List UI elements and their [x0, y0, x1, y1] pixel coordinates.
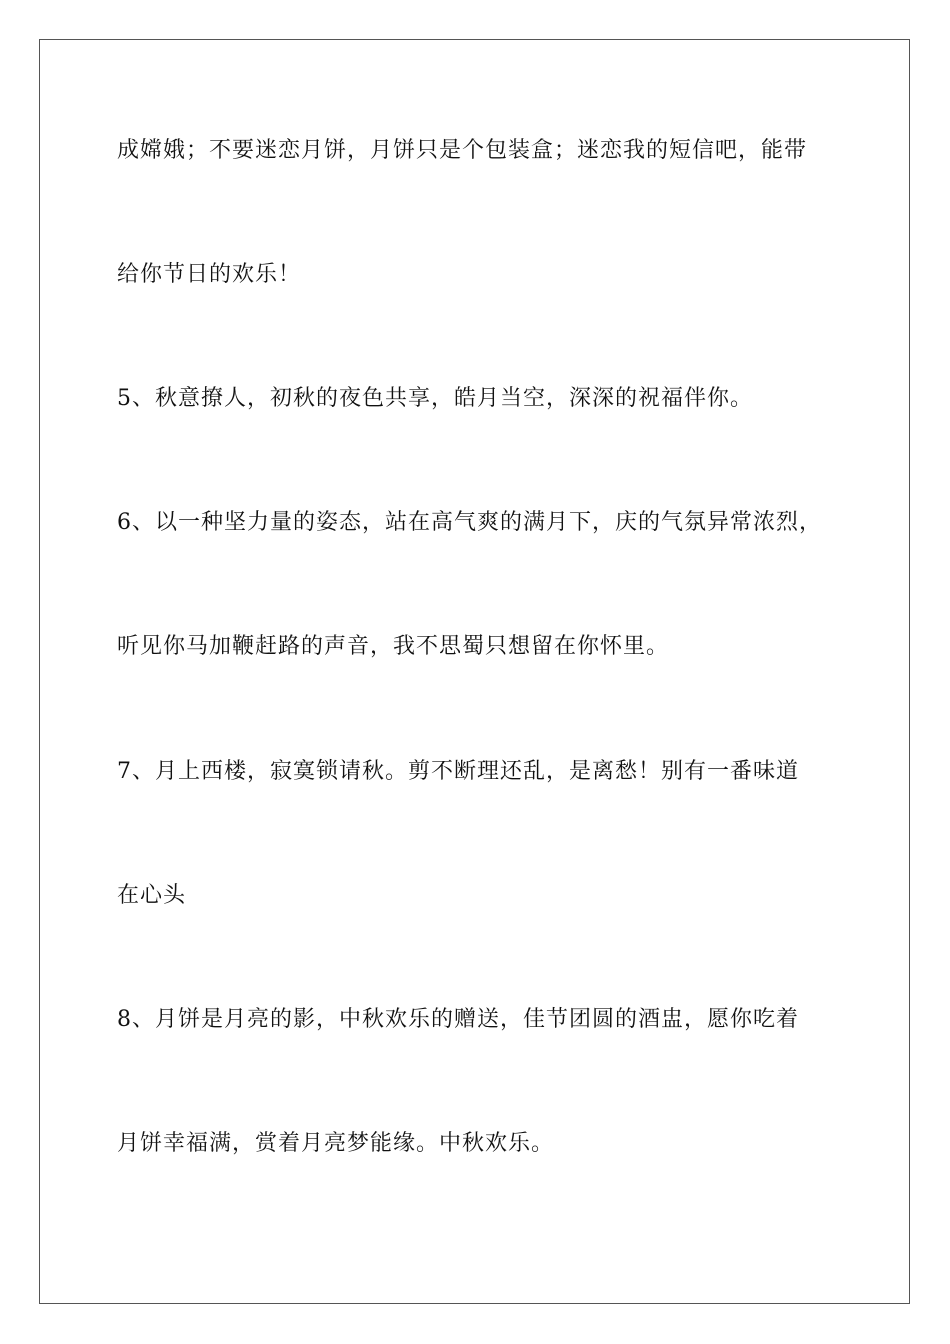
text-line: 在心头 [117, 883, 187, 908]
text-line: 8、月饼是月亮的影，中秋欢乐的赠送，佳节团圆的酒盅，愿你吃着 [117, 1007, 799, 1032]
text-line: 月饼幸福满，赏着月亮梦能缘。中秋欢乐。 [117, 1131, 555, 1156]
text-line: 给你节日的欢乐！ [117, 262, 302, 287]
text-line: 成嫦娥；不要迷恋月饼，月饼只是个包装盒；迷恋我的短信吧，能带 [117, 138, 808, 163]
text-line: 6、以一种坚力量的姿态，站在高气爽的满月下，庆的气氛异常浓烈， [117, 510, 822, 535]
text-line: 7、月上西楼，寂寞锁请秋。剪不断理还乱，是离愁！别有一番味道 [117, 759, 799, 784]
page-border [39, 39, 910, 1304]
text-line: 听见你马加鞭赶路的声音，我不思蜀只想留在你怀里。 [117, 634, 670, 659]
text-line: 5、秋意撩人，初秋的夜色共享，皓月当空，深深的祝福伴你。 [117, 386, 753, 411]
